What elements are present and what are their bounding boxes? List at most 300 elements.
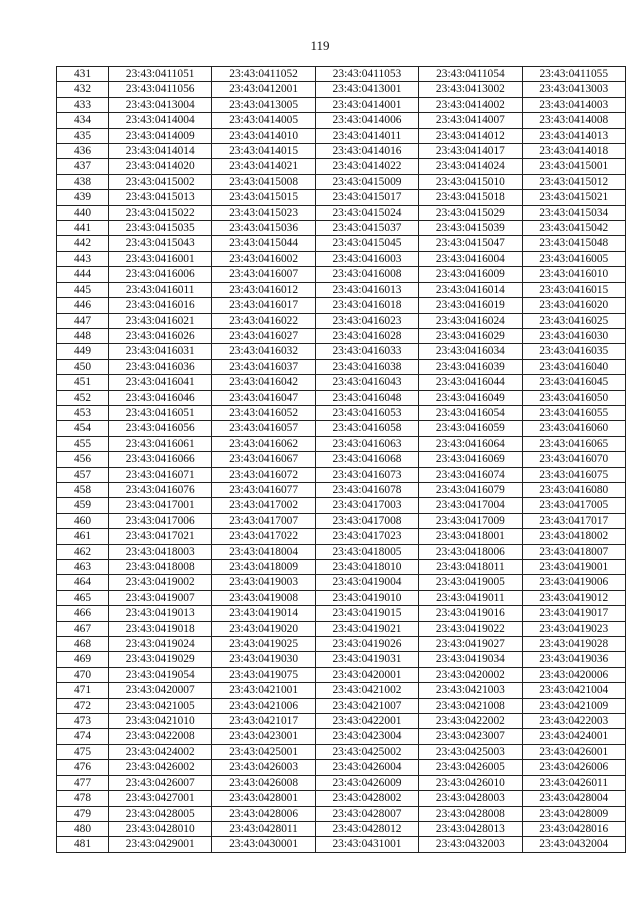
cadastral-number-cell: 23:43:0414017 bbox=[419, 144, 522, 159]
cadastral-number-cell: 23:43:0416065 bbox=[522, 436, 625, 451]
cadastral-number-cell: 23:43:0416050 bbox=[522, 390, 625, 405]
cadastral-number-cell: 23:43:0415037 bbox=[315, 221, 418, 236]
cadastral-number-cell: 23:43:0426009 bbox=[315, 775, 418, 790]
cadastral-number-cell: 23:43:0416027 bbox=[212, 328, 315, 343]
row-number-cell: 436 bbox=[57, 144, 109, 159]
row-number-cell: 442 bbox=[57, 236, 109, 251]
cadastral-number-cell: 23:43:0415029 bbox=[419, 205, 522, 220]
row-number-cell: 449 bbox=[57, 344, 109, 359]
table-row bbox=[57, 452, 626, 467]
cadastral-number-cell: 23:43:0426003 bbox=[212, 760, 315, 775]
table-row bbox=[57, 344, 626, 359]
row-number-cell: 440 bbox=[57, 205, 109, 220]
cadastral-number-cell: 23:43:0416047 bbox=[212, 390, 315, 405]
cadastral-number-cell: 23:43:0416069 bbox=[419, 452, 522, 467]
cadastral-number-cell: 23:43:0417008 bbox=[315, 513, 418, 528]
cadastral-number-cell: 23:43:0416046 bbox=[109, 390, 212, 405]
cadastral-number-cell: 23:43:0419026 bbox=[315, 637, 418, 652]
cadastral-number-cell: 23:43:0419034 bbox=[419, 652, 522, 667]
cadastral-number-cell: 23:43:0415036 bbox=[212, 221, 315, 236]
row-number-cell: 469 bbox=[57, 652, 109, 667]
cadastral-number-cell: 23:43:0413001 bbox=[315, 82, 418, 97]
cadastral-number-cell: 23:43:0418007 bbox=[522, 544, 625, 559]
cadastral-number-cell: 23:43:0419031 bbox=[315, 652, 418, 667]
cadastral-number-cell: 23:43:0428010 bbox=[109, 821, 212, 836]
row-number-cell: 473 bbox=[57, 714, 109, 729]
cadastral-number-cell: 23:43:0415001 bbox=[522, 159, 625, 174]
table-row bbox=[57, 159, 626, 174]
cadastral-number-cell: 23:43:0421008 bbox=[419, 698, 522, 713]
cadastral-number-cell: 23:43:0416062 bbox=[212, 436, 315, 451]
cadastral-number-cell: 23:43:0416043 bbox=[315, 375, 418, 390]
cadastral-number-cell: 23:43:0416066 bbox=[109, 452, 212, 467]
cadastral-number-cell: 23:43:0419012 bbox=[522, 590, 625, 605]
cadastral-number-cell: 23:43:0416016 bbox=[109, 298, 212, 313]
cadastral-number-cell: 23:43:0411053 bbox=[315, 67, 418, 82]
cadastral-number-cell: 23:43:0416029 bbox=[419, 328, 522, 343]
cadastral-number-cell: 23:43:0416067 bbox=[212, 452, 315, 467]
cadastral-number-cell: 23:43:0415017 bbox=[315, 190, 418, 205]
cadastral-number-cell: 23:43:0414004 bbox=[109, 113, 212, 128]
cadastral-number-cell: 23:43:0421007 bbox=[315, 698, 418, 713]
cadastral-number-cell: 23:43:0416026 bbox=[109, 328, 212, 343]
cadastral-number-cell: 23:43:0426004 bbox=[315, 760, 418, 775]
cadastral-number-cell: 23:43:0417002 bbox=[212, 498, 315, 513]
cadastral-number-cell: 23:43:0423004 bbox=[315, 729, 418, 744]
cadastral-number-cell: 23:43:0414015 bbox=[212, 144, 315, 159]
cadastral-number-cell: 23:43:0420006 bbox=[522, 667, 625, 682]
table-row bbox=[57, 544, 626, 559]
cadastral-number-cell: 23:43:0413002 bbox=[419, 82, 522, 97]
cadastral-number-cell: 23:43:0426002 bbox=[109, 760, 212, 775]
cadastral-number-cell: 23:43:0416003 bbox=[315, 251, 418, 266]
table-row bbox=[57, 714, 626, 729]
row-number-cell: 432 bbox=[57, 82, 109, 97]
row-number-cell: 466 bbox=[57, 606, 109, 621]
row-number-cell: 434 bbox=[57, 113, 109, 128]
cadastral-number-cell: 23:43:0416007 bbox=[212, 267, 315, 282]
cadastral-number-cell: 23:43:0415045 bbox=[315, 236, 418, 251]
cadastral-number-cell: 23:43:0419002 bbox=[109, 575, 212, 590]
cadastral-number-cell: 23:43:0411054 bbox=[419, 67, 522, 82]
table-row bbox=[57, 729, 626, 744]
cadastral-number-cell: 23:43:0428012 bbox=[315, 821, 418, 836]
cadastral-number-cell: 23:43:0421006 bbox=[212, 698, 315, 713]
cadastral-number-cell: 23:43:0416033 bbox=[315, 344, 418, 359]
cadastral-number-cell: 23:43:0416031 bbox=[109, 344, 212, 359]
cadastral-number-cell: 23:43:0428008 bbox=[419, 806, 522, 821]
cadastral-number-cell: 23:43:0416018 bbox=[315, 298, 418, 313]
table-row bbox=[57, 590, 626, 605]
cadastral-number-cell: 23:43:0415048 bbox=[522, 236, 625, 251]
page-number: 119 bbox=[310, 38, 330, 53]
table-row bbox=[57, 529, 626, 544]
cadastral-number-cell: 23:43:0422001 bbox=[315, 714, 418, 729]
cadastral-number-cell: 23:43:0419016 bbox=[419, 606, 522, 621]
cadastral-number-cell: 23:43:0414005 bbox=[212, 113, 315, 128]
row-number-cell: 465 bbox=[57, 590, 109, 605]
cadastral-number-cell: 23:43:0419054 bbox=[109, 667, 212, 682]
cadastral-number-cell: 23:43:0422003 bbox=[522, 714, 625, 729]
cadastral-number-cell: 23:43:0416080 bbox=[522, 482, 625, 497]
cadastral-number-cell: 23:43:0419021 bbox=[315, 621, 418, 636]
cadastral-number-cell: 23:43:0413004 bbox=[109, 97, 212, 112]
table-row bbox=[57, 190, 626, 205]
cadastral-number-cell: 23:43:0417007 bbox=[212, 513, 315, 528]
cadastral-number-cell: 23:43:0419025 bbox=[212, 637, 315, 652]
table-row bbox=[57, 328, 626, 343]
table-row bbox=[57, 837, 626, 852]
row-number-cell: 452 bbox=[57, 390, 109, 405]
cadastral-number-cell: 23:43:0421003 bbox=[419, 683, 522, 698]
cadastral-number-cell: 23:43:0416023 bbox=[315, 313, 418, 328]
cadastral-number-cell: 23:43:0415043 bbox=[109, 236, 212, 251]
cadastral-number-cell: 23:43:0416070 bbox=[522, 452, 625, 467]
table-row bbox=[57, 606, 626, 621]
cadastral-number-cell: 23:43:0415042 bbox=[522, 221, 625, 236]
cadastral-number-cell: 23:43:0432003 bbox=[419, 837, 522, 852]
cadastral-number-cell: 23:43:0414008 bbox=[522, 113, 625, 128]
row-number-cell: 463 bbox=[57, 560, 109, 575]
cadastral-number-cell: 23:43:0416034 bbox=[419, 344, 522, 359]
table-row bbox=[57, 775, 626, 790]
cadastral-number-cell: 23:43:0414021 bbox=[212, 159, 315, 174]
cadastral-number-cell: 23:43:0419013 bbox=[109, 606, 212, 621]
cadastral-number-cell: 23:43:0414002 bbox=[419, 97, 522, 112]
row-number-cell: 443 bbox=[57, 251, 109, 266]
cadastral-number-cell: 23:43:0416028 bbox=[315, 328, 418, 343]
cadastral-number-cell: 23:43:0421017 bbox=[212, 714, 315, 729]
cadastral-number-cell: 23:43:0414013 bbox=[522, 128, 625, 143]
cadastral-number-cell: 23:43:0425003 bbox=[419, 744, 522, 759]
cadastral-number-cell: 23:43:0422002 bbox=[419, 714, 522, 729]
cadastral-number-cell: 23:43:0418002 bbox=[522, 529, 625, 544]
cadastral-number-cell: 23:43:0416060 bbox=[522, 421, 625, 436]
cadastral-number-cell: 23:43:0415039 bbox=[419, 221, 522, 236]
table-row bbox=[57, 113, 626, 128]
cadastral-number-cell: 23:43:0417017 bbox=[522, 513, 625, 528]
cadastral-number-cell: 23:43:0419022 bbox=[419, 621, 522, 636]
cadastral-number-cell: 23:43:0417006 bbox=[109, 513, 212, 528]
table-row bbox=[57, 298, 626, 313]
cadastral-number-cell: 23:43:0416012 bbox=[212, 282, 315, 297]
cadastral-number-cell: 23:43:0416038 bbox=[315, 359, 418, 374]
cadastral-number-cell: 23:43:0426010 bbox=[419, 775, 522, 790]
row-number-cell: 458 bbox=[57, 482, 109, 497]
cadastral-number-cell: 23:43:0414020 bbox=[109, 159, 212, 174]
table-row bbox=[57, 498, 626, 513]
cadastral-number-cell: 23:43:0416048 bbox=[315, 390, 418, 405]
cadastral-number-cell: 23:43:0426006 bbox=[522, 760, 625, 775]
cadastral-number-cell: 23:43:0414007 bbox=[419, 113, 522, 128]
cadastral-number-cell: 23:43:0416040 bbox=[522, 359, 625, 374]
table-body bbox=[57, 67, 626, 853]
cadastral-number-cell: 23:43:0415022 bbox=[109, 205, 212, 220]
row-number-cell: 479 bbox=[57, 806, 109, 821]
cadastral-number-cell: 23:43:0416052 bbox=[212, 405, 315, 420]
table-row bbox=[57, 205, 626, 220]
cadastral-number-cell: 23:43:0422008 bbox=[109, 729, 212, 744]
cadastral-number-cell: 23:43:0416006 bbox=[109, 267, 212, 282]
table-row bbox=[57, 144, 626, 159]
cadastral-number-cell: 23:43:0428007 bbox=[315, 806, 418, 821]
cadastral-number-cell: 23:43:0416017 bbox=[212, 298, 315, 313]
cadastral-number-cell: 23:43:0416002 bbox=[212, 251, 315, 266]
row-number-cell: 460 bbox=[57, 513, 109, 528]
row-number-cell: 439 bbox=[57, 190, 109, 205]
cadastral-number-cell: 23:43:0415018 bbox=[419, 190, 522, 205]
cadastral-number-cell: 23:43:0419015 bbox=[315, 606, 418, 621]
table-row bbox=[57, 267, 626, 282]
cadastral-number-cell: 23:43:0426011 bbox=[522, 775, 625, 790]
row-number-cell: 464 bbox=[57, 575, 109, 590]
cadastral-number-cell: 23:43:0423007 bbox=[419, 729, 522, 744]
cadastral-number-cell: 23:43:0424002 bbox=[109, 744, 212, 759]
cadastral-number-cell: 23:43:0416051 bbox=[109, 405, 212, 420]
cadastral-number-cell: 23:43:0414009 bbox=[109, 128, 212, 143]
table-row bbox=[57, 791, 626, 806]
cadastral-number-cell: 23:43:0426008 bbox=[212, 775, 315, 790]
cadastral-number-cell: 23:43:0418009 bbox=[212, 560, 315, 575]
row-number-cell: 470 bbox=[57, 667, 109, 682]
cadastral-number-cell: 23:43:0416044 bbox=[419, 375, 522, 390]
row-number-cell: 438 bbox=[57, 174, 109, 189]
cadastral-number-cell: 23:43:0414012 bbox=[419, 128, 522, 143]
cadastral-number-cell: 23:43:0421004 bbox=[522, 683, 625, 698]
table-row bbox=[57, 421, 626, 436]
cadastral-number-cell: 23:43:0416011 bbox=[109, 282, 212, 297]
row-number-cell: 431 bbox=[57, 67, 109, 82]
cadastral-number-cell: 23:43:0416024 bbox=[419, 313, 522, 328]
cadastral-number-table bbox=[56, 66, 626, 853]
cadastral-number-cell: 23:43:0416005 bbox=[522, 251, 625, 266]
cadastral-number-cell: 23:43:0428005 bbox=[109, 806, 212, 821]
table-row bbox=[57, 251, 626, 266]
table-row bbox=[57, 359, 626, 374]
cadastral-number-cell: 23:43:0414014 bbox=[109, 144, 212, 159]
cadastral-number-cell: 23:43:0416072 bbox=[212, 467, 315, 482]
row-number-cell: 433 bbox=[57, 97, 109, 112]
table-row bbox=[57, 174, 626, 189]
table-row bbox=[57, 806, 626, 821]
cadastral-number-cell: 23:43:0417021 bbox=[109, 529, 212, 544]
cadastral-number-cell: 23:43:0415047 bbox=[419, 236, 522, 251]
cadastral-number-cell: 23:43:0419001 bbox=[522, 560, 625, 575]
cadastral-number-cell: 23:43:0417001 bbox=[109, 498, 212, 513]
cadastral-number-cell: 23:43:0414006 bbox=[315, 113, 418, 128]
cadastral-number-cell: 23:43:0419036 bbox=[522, 652, 625, 667]
cadastral-number-cell: 23:43:0412001 bbox=[212, 82, 315, 97]
cadastral-number-cell: 23:43:0417023 bbox=[315, 529, 418, 544]
cadastral-number-cell: 23:43:0428009 bbox=[522, 806, 625, 821]
cadastral-number-cell: 23:43:0420002 bbox=[419, 667, 522, 682]
cadastral-number-cell: 23:43:0416064 bbox=[419, 436, 522, 451]
cadastral-number-cell: 23:43:0428002 bbox=[315, 791, 418, 806]
cadastral-number-cell: 23:43:0415044 bbox=[212, 236, 315, 251]
table-row bbox=[57, 683, 626, 698]
table-row bbox=[57, 667, 626, 682]
cadastral-number-cell: 23:43:0415021 bbox=[522, 190, 625, 205]
cadastral-number-cell: 23:43:0416073 bbox=[315, 467, 418, 482]
table-row bbox=[57, 652, 626, 667]
cadastral-number-cell: 23:43:0416025 bbox=[522, 313, 625, 328]
cadastral-number-cell: 23:43:0416019 bbox=[419, 298, 522, 313]
row-number-cell: 457 bbox=[57, 467, 109, 482]
cadastral-number-cell: 23:43:0416036 bbox=[109, 359, 212, 374]
cadastral-number-cell: 23:43:0414010 bbox=[212, 128, 315, 143]
row-number-cell: 474 bbox=[57, 729, 109, 744]
row-number-cell: 477 bbox=[57, 775, 109, 790]
cadastral-number-cell: 23:43:0429001 bbox=[109, 837, 212, 852]
cadastral-number-cell: 23:43:0413005 bbox=[212, 97, 315, 112]
cadastral-number-cell: 23:43:0414024 bbox=[419, 159, 522, 174]
cadastral-number-cell: 23:43:0419005 bbox=[419, 575, 522, 590]
cadastral-number-cell: 23:43:0416068 bbox=[315, 452, 418, 467]
table-row bbox=[57, 513, 626, 528]
cadastral-number-cell: 23:43:0419003 bbox=[212, 575, 315, 590]
row-number-cell: 478 bbox=[57, 791, 109, 806]
cadastral-number-cell: 23:43:0415013 bbox=[109, 190, 212, 205]
cadastral-number-cell: 23:43:0416061 bbox=[109, 436, 212, 451]
cadastral-number-cell: 23:43:0419007 bbox=[109, 590, 212, 605]
row-number-cell: 459 bbox=[57, 498, 109, 513]
cadastral-number-cell: 23:43:0419014 bbox=[212, 606, 315, 621]
cadastral-number-cell: 23:43:0418006 bbox=[419, 544, 522, 559]
cadastral-number-cell: 23:43:0421010 bbox=[109, 714, 212, 729]
cadastral-number-cell: 23:43:0415002 bbox=[109, 174, 212, 189]
cadastral-number-cell: 23:43:0421002 bbox=[315, 683, 418, 698]
cadastral-number-cell: 23:43:0418011 bbox=[419, 560, 522, 575]
cadastral-number-cell: 23:43:0415012 bbox=[522, 174, 625, 189]
row-number-cell: 480 bbox=[57, 821, 109, 836]
row-number-cell: 444 bbox=[57, 267, 109, 282]
cadastral-number-cell: 23:43:0416055 bbox=[522, 405, 625, 420]
cadastral-number-cell: 23:43:0427001 bbox=[109, 791, 212, 806]
cadastral-number-cell: 23:43:0415024 bbox=[315, 205, 418, 220]
cadastral-number-cell: 23:43:0418001 bbox=[419, 529, 522, 544]
table-row bbox=[57, 467, 626, 482]
cadastral-number-cell: 23:43:0414001 bbox=[315, 97, 418, 112]
cadastral-number-cell: 23:43:0416014 bbox=[419, 282, 522, 297]
cadastral-number-cell: 23:43:0417005 bbox=[522, 498, 625, 513]
cadastral-number-cell: 23:43:0432004 bbox=[522, 837, 625, 852]
cadastral-number-cell: 23:43:0416054 bbox=[419, 405, 522, 420]
cadastral-number-cell: 23:43:0416076 bbox=[109, 482, 212, 497]
cadastral-number-cell: 23:43:0416032 bbox=[212, 344, 315, 359]
cadastral-number-cell: 23:43:0418008 bbox=[109, 560, 212, 575]
cadastral-number-cell: 23:43:0417009 bbox=[419, 513, 522, 528]
row-number-cell: 476 bbox=[57, 760, 109, 775]
row-number-cell: 445 bbox=[57, 282, 109, 297]
cadastral-number-cell: 23:43:0417003 bbox=[315, 498, 418, 513]
cadastral-number-cell: 23:43:0416037 bbox=[212, 359, 315, 374]
cadastral-number-cell: 23:43:0416077 bbox=[212, 482, 315, 497]
row-number-cell: 453 bbox=[57, 405, 109, 420]
cadastral-number-cell: 23:43:0425001 bbox=[212, 744, 315, 759]
cadastral-number-cell: 23:43:0416071 bbox=[109, 467, 212, 482]
cadastral-number-cell: 23:43:0423001 bbox=[212, 729, 315, 744]
cadastral-number-cell: 23:43:0416022 bbox=[212, 313, 315, 328]
cadastral-number-cell: 23:43:0416030 bbox=[522, 328, 625, 343]
cadastral-number-cell: 23:43:0420007 bbox=[109, 683, 212, 698]
table-row bbox=[57, 82, 626, 97]
row-number-cell: 467 bbox=[57, 621, 109, 636]
cadastral-number-cell: 23:43:0415023 bbox=[212, 205, 315, 220]
table-row bbox=[57, 67, 626, 82]
cadastral-number-cell: 23:43:0419075 bbox=[212, 667, 315, 682]
table-row bbox=[57, 282, 626, 297]
cadastral-number-cell: 23:43:0416059 bbox=[419, 421, 522, 436]
row-number-cell: 441 bbox=[57, 221, 109, 236]
cadastral-number-cell: 23:43:0416039 bbox=[419, 359, 522, 374]
cadastral-number-cell: 23:43:0416001 bbox=[109, 251, 212, 266]
cadastral-number-cell: 23:43:0419024 bbox=[109, 637, 212, 652]
cadastral-number-cell: 23:43:0416020 bbox=[522, 298, 625, 313]
cadastral-number-cell: 23:43:0415034 bbox=[522, 205, 625, 220]
cadastral-number-cell: 23:43:0416057 bbox=[212, 421, 315, 436]
cadastral-number-cell: 23:43:0419011 bbox=[419, 590, 522, 605]
cadastral-number-cell: 23:43:0417004 bbox=[419, 498, 522, 513]
cadastral-number-cell: 23:43:0416063 bbox=[315, 436, 418, 451]
cadastral-number-cell: 23:43:0413003 bbox=[522, 82, 625, 97]
row-number-cell: 462 bbox=[57, 544, 109, 559]
cadastral-number-cell: 23:43:0414003 bbox=[522, 97, 625, 112]
cadastral-number-cell: 23:43:0419029 bbox=[109, 652, 212, 667]
cadastral-number-cell: 23:43:0418004 bbox=[212, 544, 315, 559]
cadastral-number-cell: 23:43:0415009 bbox=[315, 174, 418, 189]
cadastral-number-cell: 23:43:0419023 bbox=[522, 621, 625, 636]
row-number-cell: 461 bbox=[57, 529, 109, 544]
cadastral-number-cell: 23:43:0419020 bbox=[212, 621, 315, 636]
cadastral-number-cell: 23:43:0415010 bbox=[419, 174, 522, 189]
row-number-cell: 448 bbox=[57, 328, 109, 343]
row-number-cell: 437 bbox=[57, 159, 109, 174]
cadastral-number-cell: 23:43:0411051 bbox=[109, 67, 212, 82]
table-row bbox=[57, 744, 626, 759]
cadastral-number-cell: 23:43:0426005 bbox=[419, 760, 522, 775]
cadastral-number-cell: 23:43:0419030 bbox=[212, 652, 315, 667]
row-number-cell: 456 bbox=[57, 452, 109, 467]
cadastral-number-cell: 23:43:0419006 bbox=[522, 575, 625, 590]
cadastral-number-cell: 23:43:0419028 bbox=[522, 637, 625, 652]
cadastral-number-cell: 23:43:0424001 bbox=[522, 729, 625, 744]
table-row bbox=[57, 436, 626, 451]
table-row bbox=[57, 375, 626, 390]
cadastral-number-cell: 23:43:0414011 bbox=[315, 128, 418, 143]
cadastral-number-cell: 23:43:0411056 bbox=[109, 82, 212, 97]
table-row bbox=[57, 575, 626, 590]
cadastral-number-cell: 23:43:0420001 bbox=[315, 667, 418, 682]
cadastral-number-cell: 23:43:0416074 bbox=[419, 467, 522, 482]
row-number-cell: 475 bbox=[57, 744, 109, 759]
row-number-cell: 450 bbox=[57, 359, 109, 374]
table-row bbox=[57, 821, 626, 836]
row-number-cell: 481 bbox=[57, 837, 109, 852]
cadastral-number-cell: 23:43:0416008 bbox=[315, 267, 418, 282]
cadastral-number-cell: 23:43:0416013 bbox=[315, 282, 418, 297]
table-row bbox=[57, 621, 626, 636]
cadastral-number-cell: 23:43:0415008 bbox=[212, 174, 315, 189]
table-row bbox=[57, 128, 626, 143]
cadastral-number-cell: 23:43:0419018 bbox=[109, 621, 212, 636]
row-number-cell: 447 bbox=[57, 313, 109, 328]
row-number-cell: 468 bbox=[57, 637, 109, 652]
cadastral-number-cell: 23:43:0416053 bbox=[315, 405, 418, 420]
table-row bbox=[57, 313, 626, 328]
cadastral-number-cell: 23:43:0416056 bbox=[109, 421, 212, 436]
cadastral-number-cell: 23:43:0421005 bbox=[109, 698, 212, 713]
cadastral-number-cell: 23:43:0416079 bbox=[419, 482, 522, 497]
